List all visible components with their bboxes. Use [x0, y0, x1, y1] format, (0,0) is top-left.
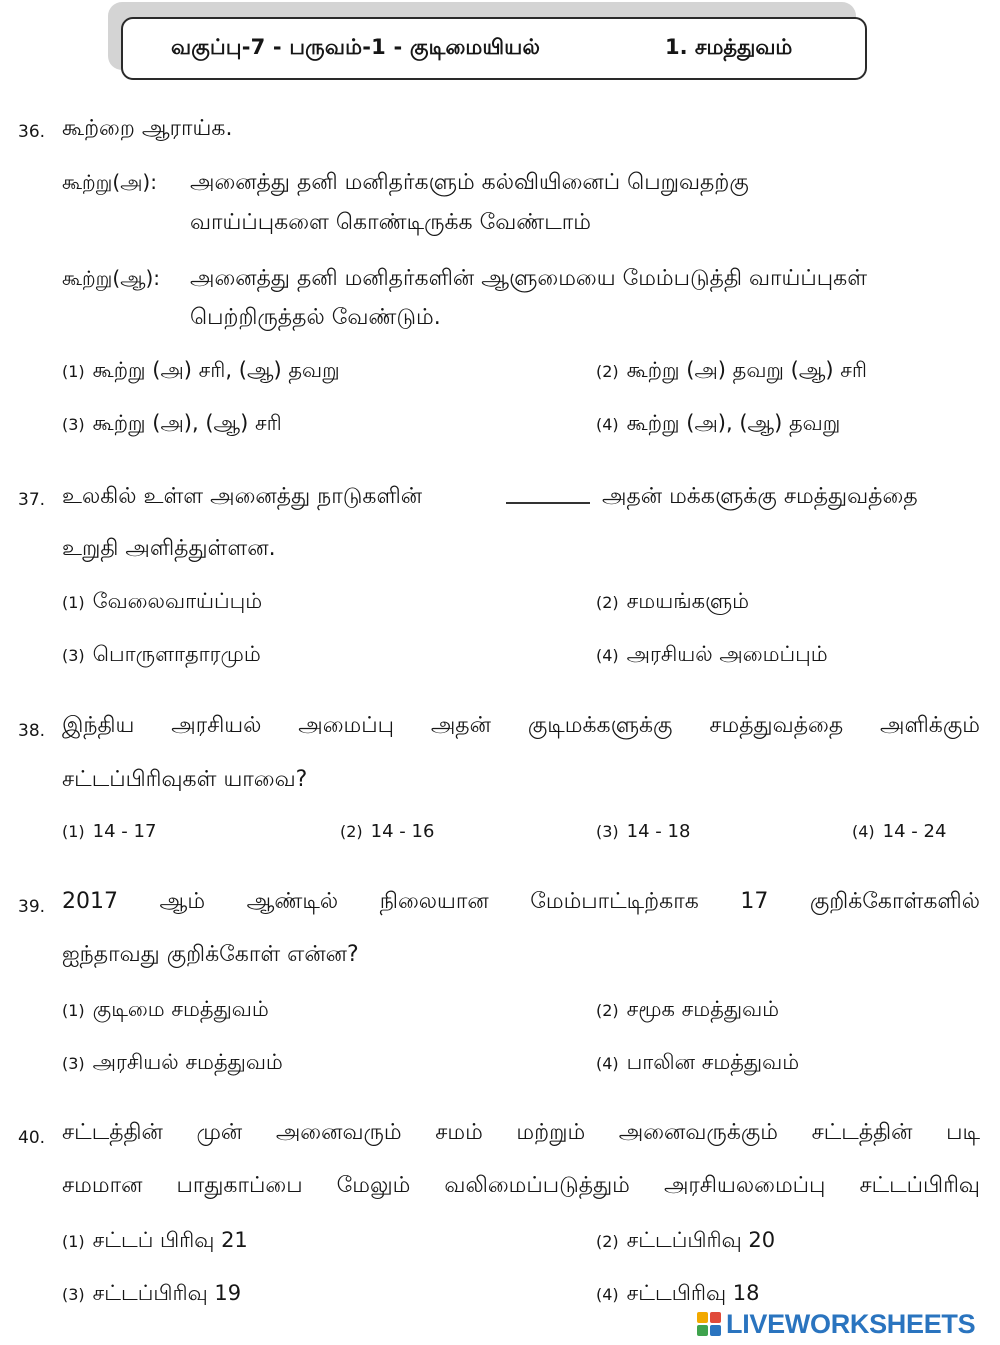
question-text: கூற்றை ஆராய்க.	[62, 116, 233, 141]
option-number: (4)	[852, 822, 875, 841]
option-text: 14 - 18	[626, 821, 691, 842]
option-number: (3)	[62, 1285, 85, 1304]
option-4[interactable]	[596, 1050, 799, 1077]
option-1[interactable]	[62, 821, 156, 842]
option-number: (2)	[596, 1232, 619, 1251]
question-text: சட்டத்தின் முன் அனைவரும் சமம் மற்றும் அனைவருக்கும் சட்டத்தின் படி	[62, 1120, 980, 1145]
option-number: (1)	[62, 593, 85, 612]
option-number: (4)	[596, 646, 619, 665]
option-text: கூற்று (அ) தவறு (ஆ) சரி	[626, 358, 868, 382]
option-text: கூற்று (அ) சரி, (ஆ) தவறு	[92, 358, 340, 382]
statement-text: அனைத்து தனி மனிதர்களின் ஆளுமையை மேம்படுத்தி வாய்ப்புகள்	[190, 266, 868, 291]
option-number: (3)	[62, 646, 85, 665]
statement-text: வாய்ப்புகளை கொண்டிருக்க வேண்டாம்	[190, 210, 591, 235]
option-number: (1)	[62, 822, 85, 841]
question-text: உறுதி அளித்துள்ளன.	[62, 536, 276, 561]
option-text: சட்டபிரிவு 18	[626, 1281, 760, 1305]
option-text: பாலின சமத்துவம்	[626, 1050, 800, 1074]
option-text: 14 - 16	[370, 821, 435, 842]
option-text: அரசியல் அமைப்பும்	[626, 642, 828, 666]
option-text: சட்டப்பிரிவு 19	[92, 1281, 242, 1305]
question-text: சட்டப்பிரிவுகள் யாவை?	[62, 767, 308, 792]
question-number: 37.	[18, 490, 46, 510]
option-1[interactable]	[62, 358, 340, 385]
option-2[interactable]	[596, 997, 779, 1024]
option-number: (1)	[62, 362, 85, 381]
option-2[interactable]	[596, 589, 749, 616]
option-4[interactable]	[596, 642, 828, 669]
question-text: ஐந்தாவது குறிக்கோள் என்ன?	[62, 942, 359, 967]
option-text: வேலைவாய்ப்பும்	[92, 589, 263, 613]
option-1[interactable]	[62, 589, 262, 616]
header-topic: 1. சமத்துவம்	[665, 35, 793, 59]
option-4[interactable]	[596, 411, 840, 438]
option-number: (2)	[596, 362, 619, 381]
option-number: (3)	[596, 822, 619, 841]
option-text: சட்டப்பிரிவு 20	[626, 1228, 776, 1252]
option-text: குடிமை சமத்துவம்	[92, 997, 269, 1021]
option-3[interactable]	[62, 411, 282, 438]
option-1[interactable]	[62, 997, 269, 1024]
statement-text: அனைத்து தனி மனிதர்களும் கல்வியினைப் பெறுவதற்கு	[190, 170, 749, 195]
option-4[interactable]	[596, 1281, 760, 1308]
option-1[interactable]	[62, 1228, 248, 1255]
option-3[interactable]	[62, 1050, 283, 1077]
header-title: வகுப்பு-7 - பருவம்-1 - குடிமையியல்	[171, 35, 541, 59]
option-text: சமயங்களும்	[626, 589, 750, 613]
option-text: சமூக சமத்துவம்	[626, 997, 780, 1021]
option-number: (2)	[596, 1001, 619, 1020]
option-number: (3)	[62, 1054, 85, 1073]
option-2[interactable]	[596, 358, 867, 385]
question-number: 38.	[18, 721, 46, 741]
question-text: சமமான பாதுகாப்பை மேலும் வலிமைப்படுத்தும் அரசியலமைப்பு சட்டப்பிரிவு	[62, 1173, 980, 1198]
option-text: பொருளாதாரமும்	[92, 642, 261, 666]
option-text: அரசியல் சமத்துவம்	[92, 1050, 283, 1074]
statement-text: பெற்றிருத்தல் வேண்டும்.	[190, 305, 441, 330]
option-text: 14 - 24	[882, 821, 947, 842]
question-number: 36.	[18, 122, 46, 142]
option-4[interactable]	[852, 821, 946, 842]
option-3[interactable]	[62, 642, 261, 669]
question-text: அதன் மக்களுக்கு சமத்துவத்தை	[602, 484, 918, 509]
question-text: உலகில் உள்ள அனைத்து நாடுகளின்	[62, 484, 423, 509]
answer-blank[interactable]	[506, 502, 590, 504]
option-2[interactable]	[340, 821, 434, 842]
option-number: (1)	[62, 1001, 85, 1020]
option-text: கூற்று (அ), (ஆ) தவறு	[626, 411, 841, 435]
watermark-text: LIVEWORKSHEETS	[726, 1308, 976, 1339]
option-text: கூற்று (அ), (ஆ) சரி	[92, 411, 282, 435]
option-text: 14 - 17	[92, 821, 157, 842]
option-number: (1)	[62, 1232, 85, 1251]
option-number: (2)	[596, 593, 619, 612]
liveworksheets-watermark[interactable]	[696, 1309, 975, 1339]
option-number: (4)	[596, 415, 619, 434]
question-text: இந்திய அரசியல் அமைப்பு அதன் குடிமக்களுக்கு சமத்துவத்தை அளிக்கும்	[62, 713, 980, 738]
question-number: 40.	[18, 1128, 46, 1148]
option-text: சட்டப் பிரிவு 21	[92, 1228, 248, 1252]
option-number: (4)	[596, 1285, 619, 1304]
option-3[interactable]	[596, 821, 690, 842]
option-number: (3)	[62, 415, 85, 434]
option-number: (2)	[340, 822, 363, 841]
option-number: (4)	[596, 1054, 619, 1073]
liveworksheets-logo-icon	[696, 1311, 722, 1337]
option-3[interactable]	[62, 1281, 241, 1308]
header-box	[121, 17, 867, 80]
option-2[interactable]	[596, 1228, 775, 1255]
question-text: 2017 ஆம் ஆண்டில் நிலையான மேம்பாட்டிற்காக 17 குறிக்கோள்களில்	[62, 889, 980, 914]
statement-label: கூற்று(அ):	[62, 170, 157, 194]
question-number: 39.	[18, 897, 46, 917]
statement-label: கூற்று(ஆ):	[62, 266, 161, 290]
